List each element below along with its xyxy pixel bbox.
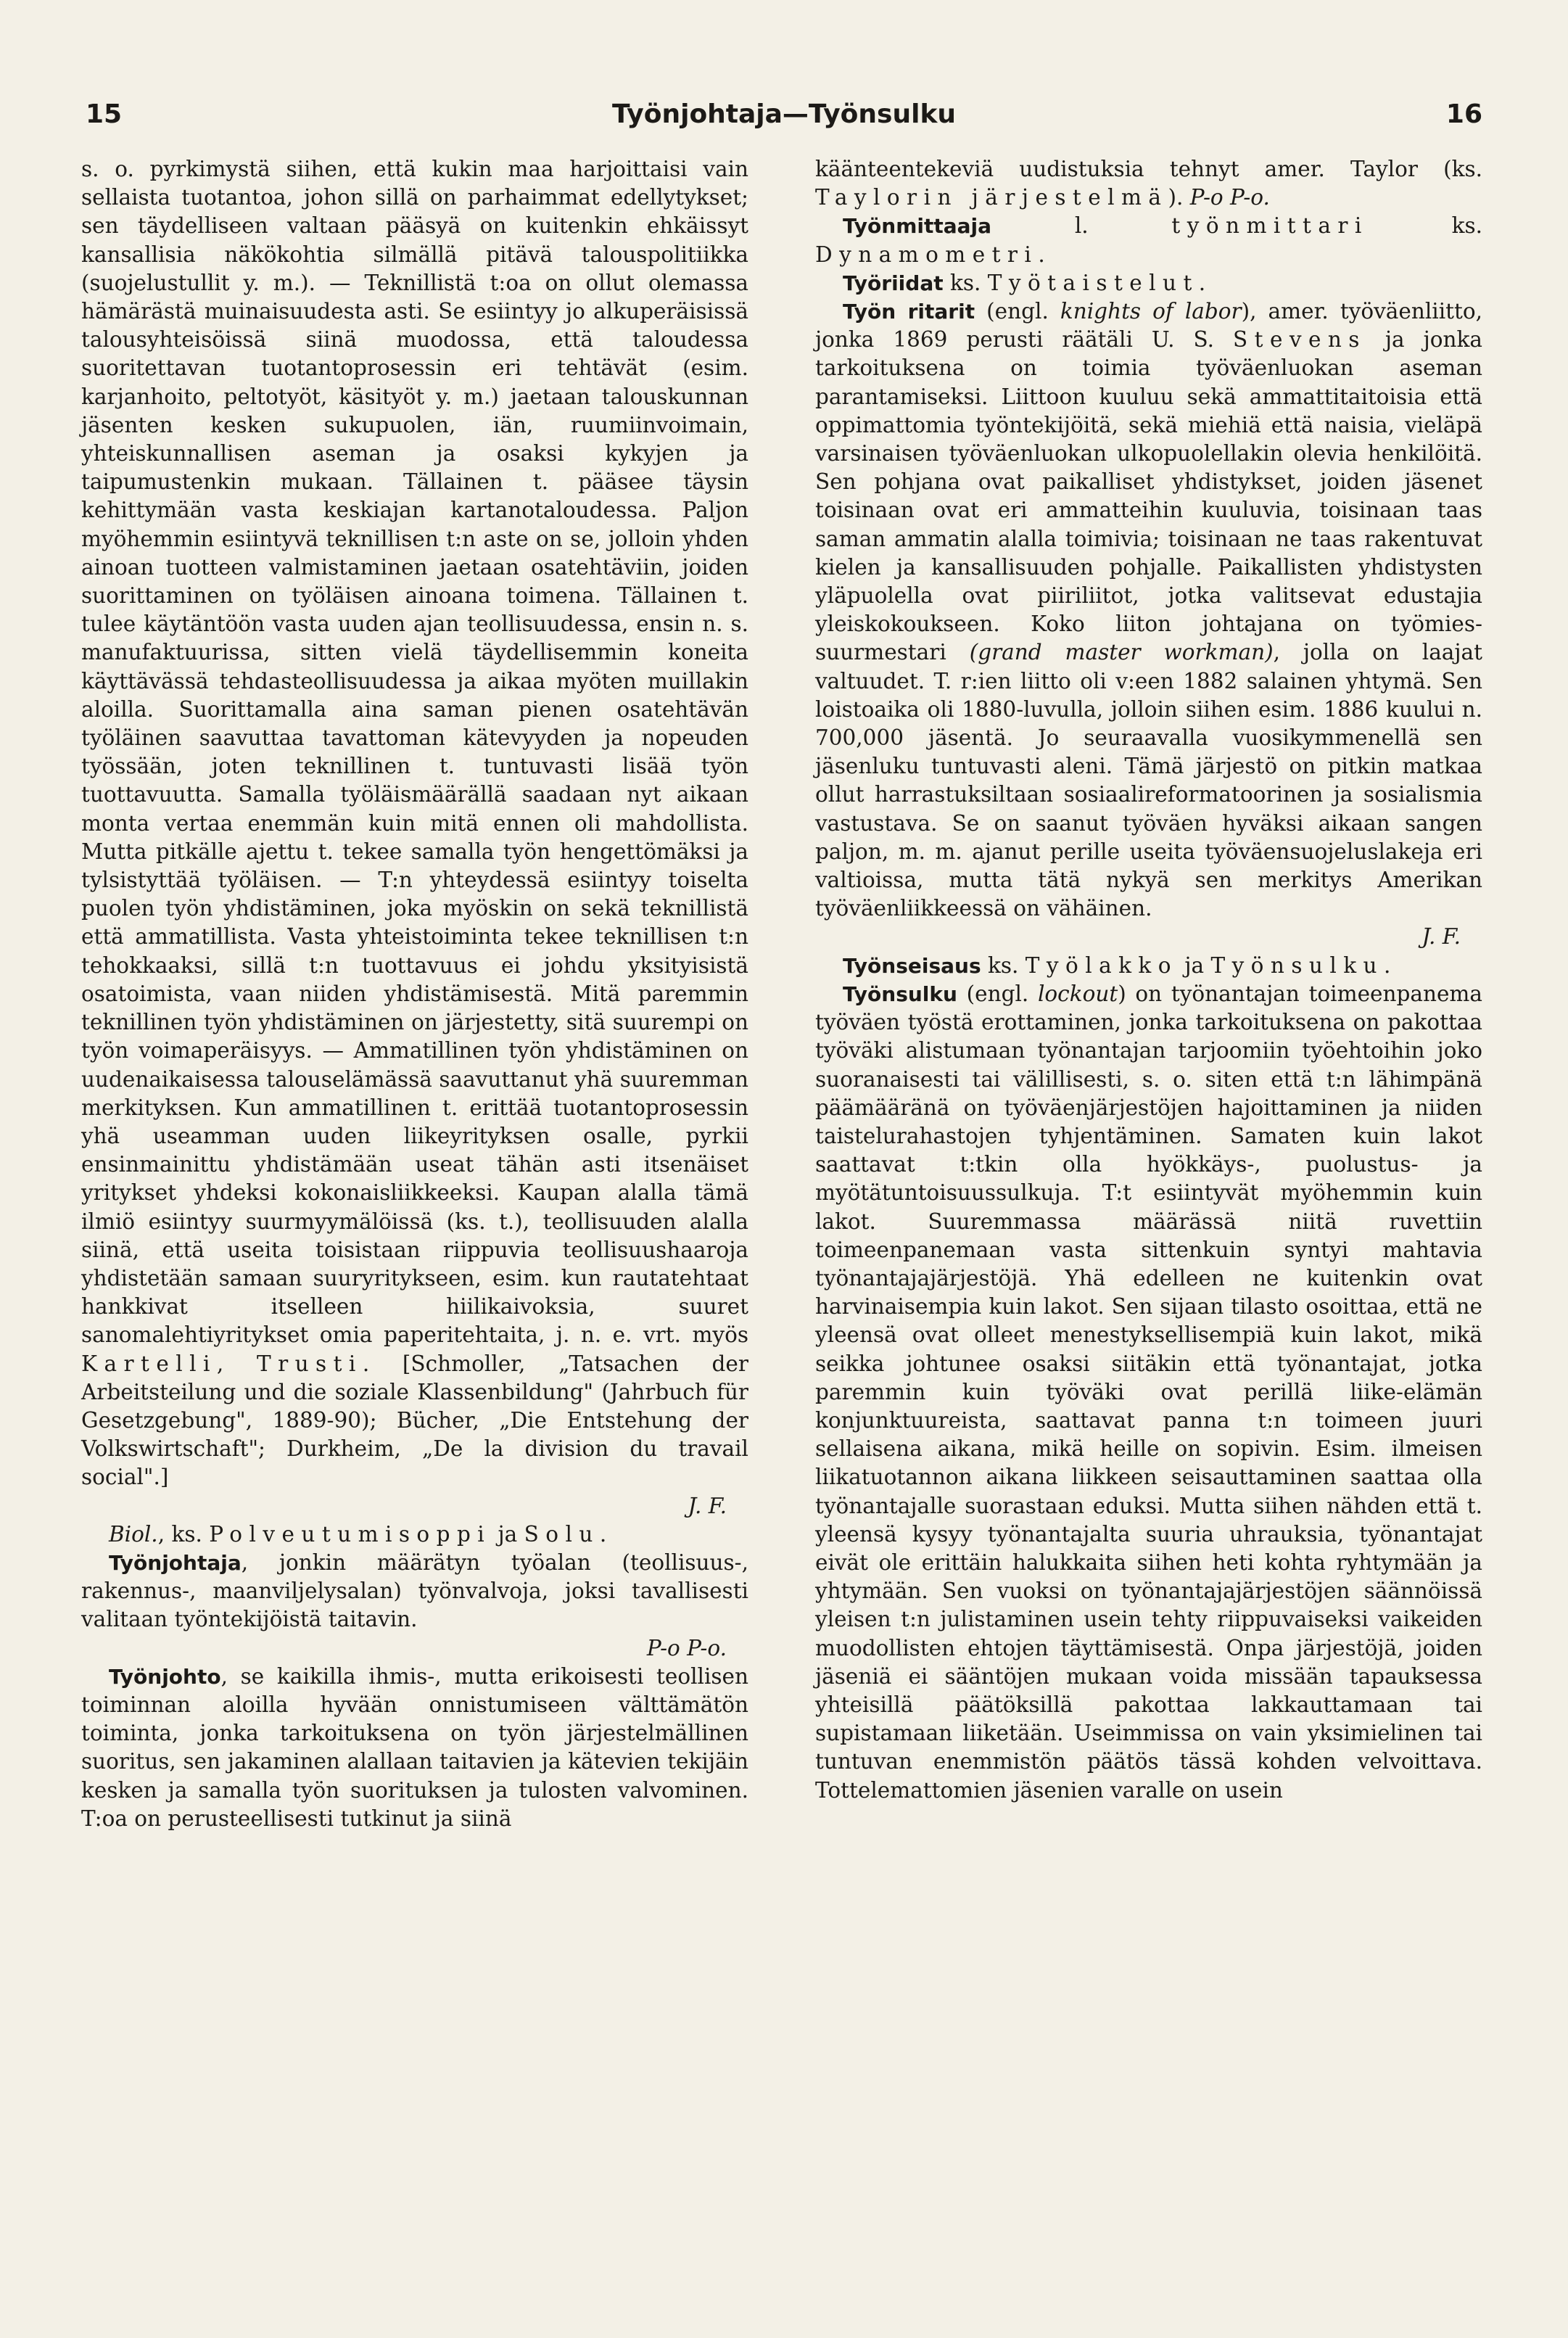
entry-text: (engl.: [957, 981, 1038, 1006]
cross-reference: Työnsulku: [1210, 952, 1384, 978]
cross-reference: Polveutumisoppi: [209, 1521, 492, 1547]
entry-text: (engl.: [975, 299, 1060, 324]
author-signature: P-o P-o.: [646, 1635, 727, 1660]
cross-reference: Työtaistelut: [987, 270, 1199, 295]
cross-reference: Solu: [524, 1521, 600, 1547]
entry-headword: Työnjohtaja: [109, 1550, 242, 1575]
entry-text: ks.: [981, 952, 1026, 978]
entry-headword: Työnsulku: [843, 981, 957, 1006]
english-term: knights of labor: [1060, 299, 1242, 324]
entry-text: .: [1038, 242, 1045, 267]
left-column: [81, 155, 748, 1833]
cross-reference: Trusti: [256, 1351, 363, 1376]
person-name: Stevens: [1233, 327, 1366, 353]
entry-text: .: [1383, 952, 1391, 978]
entry-text: ja: [491, 1521, 524, 1547]
entry-text: , se kaikilla ihmis-, mutta erikoisesti teollisen toiminnan aloilla hyvään onnistumiseen välttämätön toiminta, jonka tarkoituksena on työn järjestelmällinen suoritus, sen jakaminen alallaan taitavien ja kätevien tekijäin kesken ja samalla työn suorituksen ja tulosten valvominen. T:oa on perusteellisesti tutkinut ja siinä: [81, 1663, 748, 1831]
entry-tyoriidat: [815, 269, 1482, 297]
entry-text: , jonkin määrätyn työalan (teollisuus-, rakennus-, maanviljelysalan) työnvalvoja, joksi tavallisesti valitaan työntekijöistä taitavin.: [81, 1549, 748, 1632]
entry-text: , jolla on laajat valtuudet. T. r:ien liitto oli v:een 1882 salainen yhtymä. Sen loistoaika oli 1880-luvulla, jolloin siihen esim. 1886 kuului n. 700,000 jäsentä. Jo seuraavalla vuosikymmenellä sen jäsenluku tuntuvasti aleni. Tämä järjestö on pitkin matkaa ollut harrastuksiltaan sosiaalireformatoorinen ja sosialismia vastustava. Se on saanut työväen hyväksi aikaan sangen paljon, m. m. ajanut perille useita työväensuojeluslakeja eri valtioissa, mutta tätä nykyä sen merkitys Amerikan työväenliikkeessä on vähäinen.: [815, 640, 1482, 921]
entry-biol: [81, 1520, 748, 1549]
entry-text: ) on työnantajan toimeenpanema työväen työstä erottaminen, jonka tarkoituksena on pakottaa työväki alistumaan työnantajan tarjoomiin työehtoihin joko suoranaisesti tai välillisesti, s. o. siten että t:n lähimpänä päämääränä on työväenjärjestöjen hajoittaminen ja niiden taistelurahastojen tyhjentäminen. Samaten kuin lakot saattavat t:tkin olla hyökkäys-, puolustus- ja myötätuntoisuussulkuja. T:t esiintyvät myöhemmin kuin lakot. Suuremmassa määrässä niitä ruvettiin toimeenpanemaan vasta sittenkuin syntyi mahtavia työnantajajärjestöjä. Yhä edelleen ne kuitenkin ovat harvinaisempia kuin lakot. Sen sijaan tilasto osoittaa, että ne yleensä ovat olleet menestyksellisempiä kuin lakot, mikä seikka johtunee osaksi siitäkin että työnantajat, jotka paremmin kuin työväki ovat perillä liike-elämän konjunktuureista, saattavat panna t:n toimeen juuri sellaisena aikana, mikä heille on sopivin. Esim. ilmeisen liikatuotannon aikana liikkeen seisauttaminen saattaa olla työnantajalle suorastaan eduksi. Mutta siihen nähden että t. yleensä kysyy työnantajalta suuria uhrauksia, työnantajat eivät ole erittäin halukkaita siihen heti kohta ryhtymään ja yhtymään. Sen vuoksi on työnantajajärjestöjen säännöissä yleisen t:n julistaminen usein tehty riippuvaiseksi vaikeiden muodollisten ehtojen täyttämisestä. Onpa järjestöjä, joiden jäseniä ei sääntöjen mukaan voida missään tapauksessa yhteisillä päätöksillä pakottaa lakkauttamaan tai supistamaan liiketään. Useimmissa on vain yksimielinen tai tuntuvan enemmistön päätös tässä kohden velvoittava. Tottelemattomien jäsenien varalle on usein: [815, 981, 1482, 1803]
right-column: [815, 155, 1482, 1805]
article-text: ,: [216, 1351, 257, 1376]
entry-tyonsulku: [815, 980, 1482, 1805]
entry-headword: Työnseisaus: [843, 953, 981, 978]
article-text: . [Schmoller, „Tatsachen der Arbeitsteilung und die soziale Klassenbildung" (Jahrbuch für Gesetzgebung", 1889-90); Bücher, „Die Entstehung der Volkswirtschaft"; Durkheim, „De la division du travail social".]: [81, 1351, 748, 1490]
article-text: ).: [1168, 185, 1190, 210]
author-signature: P-o P-o.: [1189, 185, 1270, 210]
cross-reference: työnmittari: [1171, 213, 1369, 239]
running-head: [86, 93, 1482, 136]
entry-headword: Työn ritarit: [843, 300, 975, 324]
article-text: käänteentekeviä uudistuksia tehnyt amer. Taylor (ks.: [815, 157, 1482, 181]
entry-term: Biol.: [109, 1521, 158, 1547]
entry-headword: Työnjohto: [109, 1664, 221, 1689]
cross-reference: Taylorin järjestelmä: [815, 185, 1168, 210]
entry-tyonjohtaja: [81, 1549, 748, 1634]
entry-text: .: [1198, 270, 1206, 295]
article-text: s. o. pyrkimystä siihen, että kukin maa harjoittaisi vain sellaista tuotantoa, johon sillä on parhaimmat edellytykset; sen täydelliseen valtaan pääsyä on kuitenkin ehkäissyt kansallisia näkökohtia silmällä pitävä talouspolitiikka (suojelustullit y. m.). — Teknillistä t:oa on ollut olemassa hämärästä muinaisuudesta asti. Se esiintyy jo alkuperäisissä talousyhteisöissä siinä muodossa, että taloudessa suoritettavan tuotantoprosessin eri tehtävät (esim. karjanhoito, peltotyöt, käsityöt y. m.) jaetaan talouskunnan jäsenten kesken sukupuolen, iän, ruumiinvoimain, yhteiskunnallisen aseman ja osaksi kykyjen ja taipumustenkin mukaan. Tällainen t. pääsee täysin kehittymään vasta keskiajan kartanotaloudessa. Paljon myöhemmin esiintyvä teknillisen t:n aste on se, jolloin yhden ainoan tuotteen valmistaminen jaetaan osatehtäviin, joiden suorittaminen on työläisen ainoana toimena. Tällainen t. tulee käytäntöön vasta uuden ajan teollisuudessa, ensin n. s. manufaktuurissa, sitten vielä täydellisemmin koneita käyttävässä tehdasteollisuudessa ja aikaa myöten muillakin aloilla. Suorittamalla aina saman pienen osatehtävän työläinen saavuttaa tavattoman kätevyyden ja nopeuden työssään, joten teknillinen t. tuntuvasti lisää työn tuottavuutta. Samalla työläismäärällä saadaan nyt aikaan monta vertaa enemmän kuin mitä ennen oli mahdollista. Mutta pitkälle ajettu t. tekee samalla työn hengettömäksi ja tylsistyttää työläisen. — T:n yhteydessä esiintyy toiselta puolen työn yhdistäminen, joka myöskin on sekä teknillistä että ammatillista. Vasta yhteistoiminta tekee teknillisen t:n tehokkaaksi, sillä t:n tuottavuus ei johdu yksityisistä osatoimista, vaan niiden yhdistämisestä. Mitä paremmin teknillinen työn yhdistäminen on järjestetty, sitä suurempi on työn voimaperäisyys. — Ammatillinen työn yhdistäminen on uudenaikaisessa talouselämässä saavuttanut yhä suuremman merkityksen. Kun ammatillinen t. erittää tuotantoprosessin yhä useamman uuden liikeyrityksen osalle, pyrkii ensinmainittu yhdistämään useat tähän asti itsenäiset yritykset yhdeksi kokonaisliikkeeksi. Kaupan alalla tämä ilmiö esiintyy suurmyymälöissä (ks. t.), teollisuuden alalla siinä, että useita toisistaan riippuvia teollisuushaaroja yhdistetään samaan suuryritykseen, esim. kun rautatehtaat hankkivat itselleen hiilikaivoksia, suuret sanomalehtiyritykset omia paperitehtaita, j. n. e. vrt. myös: [81, 157, 748, 1348]
entry-tyonseisaus: [815, 952, 1482, 980]
author-signature: J. F.: [1421, 924, 1461, 950]
running-title: Työnjohtaja—Työnsulku: [611, 99, 957, 129]
entry-text: .: [599, 1521, 607, 1547]
entry-text: ks.: [943, 270, 988, 295]
entry-text: ja: [1177, 952, 1211, 978]
cross-reference: Dynamometri: [815, 242, 1039, 267]
entry-text: ja jonka tarkoituksena on toimia työväenluokan aseman parantamiseksi. Liittoon kuuluu sekä ammattitaitoisia että oppimattomia työntekijöitä, sekä miehiä että naisia, vieläpä varsinaisen työväenluokan ulkopuolellakin olevia henkilöitä. Sen pohjana ovat paikalliset yhdistykset, joiden jäsenet toisinaan ovat eri ammatteihin kuuluvia, toisinaan taas saman ammatin alalla toimivia; toisinaan ne taas rakentuvat kielen ja kansallisuuden pohjalle. Paikallisten yhdistysten yläpuolella ovat piiriliitot, jotka valitsevat edustajia yleiskokoukseen. Koko liiton johtajana on työmies-suurmestari: [815, 327, 1482, 665]
entry-text: ), amer. työväenliitto, jonka 1869 perusti räätäli U. S.: [815, 299, 1482, 353]
article-tyonjako-continued: [81, 155, 748, 1492]
page-number-left: 15: [86, 99, 123, 129]
entry-tyonmittaaja: [815, 212, 1482, 268]
page-number-right: 16: [1445, 99, 1482, 129]
english-term: lockout: [1037, 981, 1118, 1006]
entry-headword: Työnmittaaja: [843, 214, 992, 239]
english-term: (grand master workman): [969, 640, 1274, 665]
entry-tyonjohto: [81, 1663, 748, 1833]
author-signature: J. F.: [688, 1493, 727, 1518]
entry-text: l.: [991, 213, 1172, 239]
entry-text: , ks.: [157, 1521, 210, 1547]
entry-tyon-ritarit: [815, 297, 1482, 923]
article-tyonjohto-continued: [815, 155, 1482, 212]
entry-headword: Työriidat: [843, 271, 944, 295]
cross-reference: Työlakko: [1025, 952, 1178, 978]
cross-reference: Kartelli: [81, 1351, 217, 1376]
entry-text: ks.: [1368, 213, 1482, 239]
